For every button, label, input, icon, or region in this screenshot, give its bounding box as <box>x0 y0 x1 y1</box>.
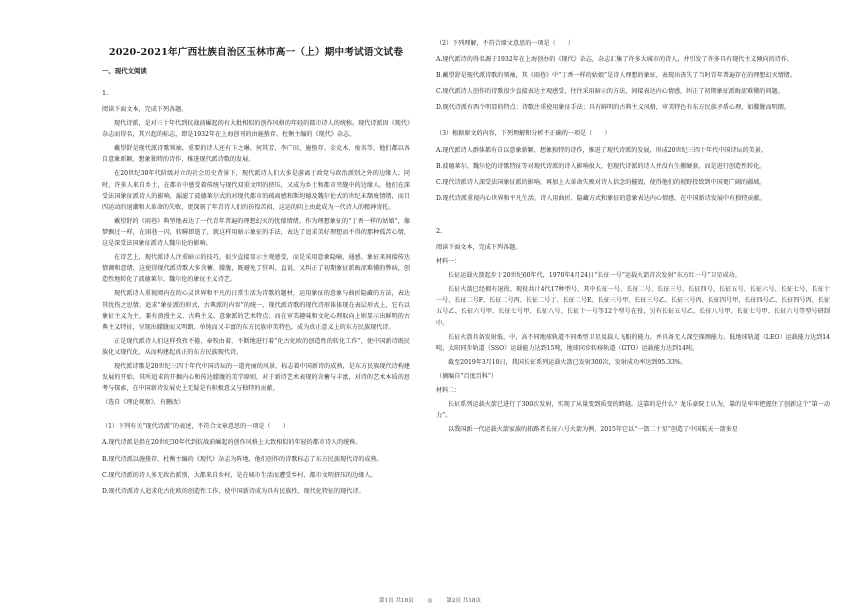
passage-paragraph: 戴望舒是现代派诗歌领袖，重要的诗人还有卞之琳、何其芳、李广田、施蛰存、金克木、废名等，他们都以各自意象新颖、想象独特的诗作，推进现代派诗歌的发展。 <box>102 145 410 164</box>
passage-paragraph: 戴望舒的《雨巷》典型地表达了一代青年普遍的理想幻灭的忧郁情绪。作为理想象征的“丁香一样的姑娘”，像梦飘过一样，在雨巷一闪，转瞬即逝了，就这样用暗示象征的手法，表达了追求美好理想而不得的那种孤苦心情，这是深受法国象征派诗人魏尔伦的影响。 <box>102 217 410 248</box>
material-paragraph: 以我国新一代运载火箭家族的拓路者长征六号火箭为例，2015年它以“一箭二十星”创造了中国航天一箭多星 <box>448 426 738 434</box>
answer-option-a: A.现代派诗人群体都有自以意象新颖、想象独特的诗作，推进了现代诗派的发展，形成20世纪三四十年代中国诗坛的美景。 <box>436 146 767 154</box>
passage-source: （选自《理论观察》，有删改） <box>102 399 185 407</box>
material-paragraph: 截至2019年3月10日，我国长征系列运载火箭已发射300次，发射成功率达到95.33%。 <box>448 358 687 366</box>
subquestion-stem: （2）下列理解，不符合原文意思的一项是（ ） <box>436 40 574 47</box>
separator-icon: ◎ <box>427 598 433 604</box>
answer-option-c: C.现代派诗人创作的诗歌很少直接表达主观感受，往往采用暗示的方法，间接表达内心情感，纠正了初期象征派晦涩难懂的问题。 <box>436 88 784 96</box>
answer-option-b: B.波德莱尔、魏尔伦的诗歌特征等对现代诗派的诗人影响很大，但现代诗派的诗人并没有生搬硬套，而是进行创造性转化。 <box>436 162 766 170</box>
material-paragraph: 长征火箭已经拥有退役、现役共计4代17种型号，其中长征一号、长征二号、长征三号、长征四号、长征五号、长征六号、长征七号、长征十一号、长征二号F、长征二号丙、长征二号丁、长征二号E、长征三号甲、长征三号乙、长征三号丙、长征四号甲、长征四号乙、长征四号丙、长征五号乙、长征六号甲、长征七号甲、长征八号、长征十一号等12个型号在役，另有长征五号乙、长征八号甲、长征七号甲、长征六号等型号研制中。 <box>436 286 830 327</box>
answer-option-d: D.现代诗派诗人追求化古化欧的创造性工作，使中国新诗成为具有民族性、现代化特征的现代诗。 <box>102 487 365 495</box>
page-footer <box>0 596 860 604</box>
subquestion-stem: （1）下列有关“现代诗派”的表述，不符合文章意思的一项是（ ） <box>102 423 289 431</box>
right-page <box>427 0 860 608</box>
material-source: （摘编自“百度百科”） <box>436 372 498 380</box>
passage-paragraph: 现代派诗歌是20世纪三四十年代中国诗坛的一道亮丽的风景，标志着中国新诗的成熟，是东方民族现代诗构建发展的开始。其所追求的开掘内心和传达朦胧的美学原则，对于新诗艺术表现的含蓄与丰富，对诗的艺术本质的思考与探索，在中国新诗发展史上无疑是有积极意义与独特的贡献。 <box>102 362 410 393</box>
exam-title: 2020-2021年广西壮族自治区玉林市高一（上）期中考试语文试卷 <box>108 47 404 58</box>
passage-paragraph: 现代诗派，是对三十年代到抗战前崛起的有大批相似的创作风格的年轻的都市诗人的统称。现代诗派因《现代》杂志而得名，其兴起的标志，即是1932年在上海创刊的由施蛰存、杜衡主编的《现代》杂志。 <box>102 120 410 139</box>
material-label: 材料二： <box>436 386 461 394</box>
passage-paragraph: 现代派诗人重视阅内在的心灵世界和平凡的日常生活为诗歌的题材，运用象征的意象与曲折隐藏的方法，表达其忧伤之思情，追求“象征派的形式，古典派的内容”的统一，现代派诗歌的现代诗形体体现在表层形式上，它有以象征主义为主，兼有浪漫主义、古典主义、意象派的艺术特点；而在审美趣味和文化心理取向上则显示出鲜明的古典主义特征，呈现出朦胧而又明朗、单纯而又丰富的东方民族审美特色，成为真正意义上的东方民族现代诗。 <box>102 290 410 331</box>
question-instruction: 阅读下面文本，完成下列各题。 <box>436 243 522 251</box>
question-number: 1. <box>102 89 109 97</box>
answer-option-c: C.现代诗派的诗人多无政治派别，大都来自乡村，是在城市生活而遭受乡村、都市文明挤压的边缘人。 <box>102 471 377 479</box>
passage-paragraph: 在20世纪30年代阶级对立的社会历史背景下，现代派诗人们大多是游离于政党与政治派别之外的边缘人；同时，许多人来自乡土，在都市中感受着传统与现代双重文明的挤压，又成为乡土和都市夹缝中的边缘人。他们在深受法国象征派诗人的影响，漏滤了波德莱尔式的对现代都市的疏离感和斯坦德及魏尔伦式的世纪末颓废情绪，而且四运动的退潮和大革命的失败，更深刻了年青诗人们的彷徨苦闷，这运的阴上由此成为一代诗人的精神寄托。 <box>102 170 410 211</box>
passage-paragraph: 在诗艺上，现代派诗人注重暗示的技巧，很少直接显示主观感受，而是采用意象隐喻、通感、象征来间接传达情调和意绪，这使得现代派诗歌大多含蓄、朦胧，既避免了狂叫、直说，又纠正了初期象征派晦涩难懂的弊病，创造性地转化了波德莱尔、魏尔伦的象征主义诗艺。 <box>102 254 410 284</box>
answer-option-a: A.现代诗派是指在20世纪30年代到抗战前崛起的创作风格上大致相似的年轻的都市诗人的统称。 <box>102 439 362 447</box>
page-number-left: 第1页 共18页 <box>378 598 414 604</box>
question-instruction: 阅读下面文本，完成下列各题。 <box>102 106 188 113</box>
material-paragraph: 长征火箭具备发射低、中、高不同地球轨道不同类型卫星及载人飞船的能力，并具备无人深空探测能力。低地球轨道（LEO）运载能力达到14吨，太阳同步轨道（SSO）运载能力达到15吨，地球同步转移轨道（GTO）运载能力达到14吨。 <box>436 333 830 352</box>
answer-option-d: D.现代诗派有西个明显的特点：诗歌注重使用象征手法；具有鲜明的古典主义风格，审美特色有东方民族矛盾心理，如朦胧而明朗。 <box>436 104 790 112</box>
material-paragraph: 长征系列运载火箭已进行了300次发射，实现了从量变到质变的跨越。这靠的是什么？龙乐豪院士认为，靠的是牢牢把握住了创新这个“第一动力”。 <box>436 401 830 420</box>
answer-option-b: B.戴望舒是现代派诗歌的领袖，其《雨巷》中“丁香一样的姑娘”是诗人理想的象征，表现出丧失了当时青年普遍存在的理想幻灭情绪。 <box>436 72 796 80</box>
answer-option-d: D.现代诗派重视内心世界和平凡生活，诗人用曲折、隐藏方式和象征的意象表达内心情感，在中国新诗发展中有独特贡献。 <box>436 194 766 202</box>
question-number: 2. <box>436 226 443 235</box>
answer-option-b: B.现代诗派以施蛰存、杜衡主编的《现代》杂志为阵地，他们创作的诗歌标志了东方民族现代诗的成熟。 <box>102 455 383 463</box>
section-heading: 一、现代文阅读 <box>102 67 147 75</box>
subquestion-stem: （3）根据原文的内容，下列理解和分析不正确的一项是（ ） <box>436 130 611 138</box>
material-label: 材料一： <box>436 258 461 266</box>
passage-paragraph: 正是现代派诗人们这样孜孜不倦，奉牧由着，不断地进行着“化古化欧的创造性的转化工作”，使中国新诗既民族化又现代化，从而构建起真正的东方民族现代诗。 <box>102 337 410 356</box>
answer-option-c: C.现代诗派诗人深受法国象征派的影响，再加上大革命失败对诗人信念的摧毁，使得他们的视野投致到中国更广阔的疆域。 <box>436 178 766 186</box>
answer-option-a: A.现代派诗的得名源于1932年在上海创办的《现代》杂志，杂志汇集了许多大城市的诗人，并引发了许多具有现代主义倾向的诗作。 <box>436 56 794 64</box>
material-paragraph: 长征运载火箭起步于20世纪60年代，1970年4月24日“长征一号”运载火箭首次发射“东方红一号”卫星成功。 <box>448 272 741 280</box>
page-number-right: 第2页 共18页 <box>446 598 482 604</box>
